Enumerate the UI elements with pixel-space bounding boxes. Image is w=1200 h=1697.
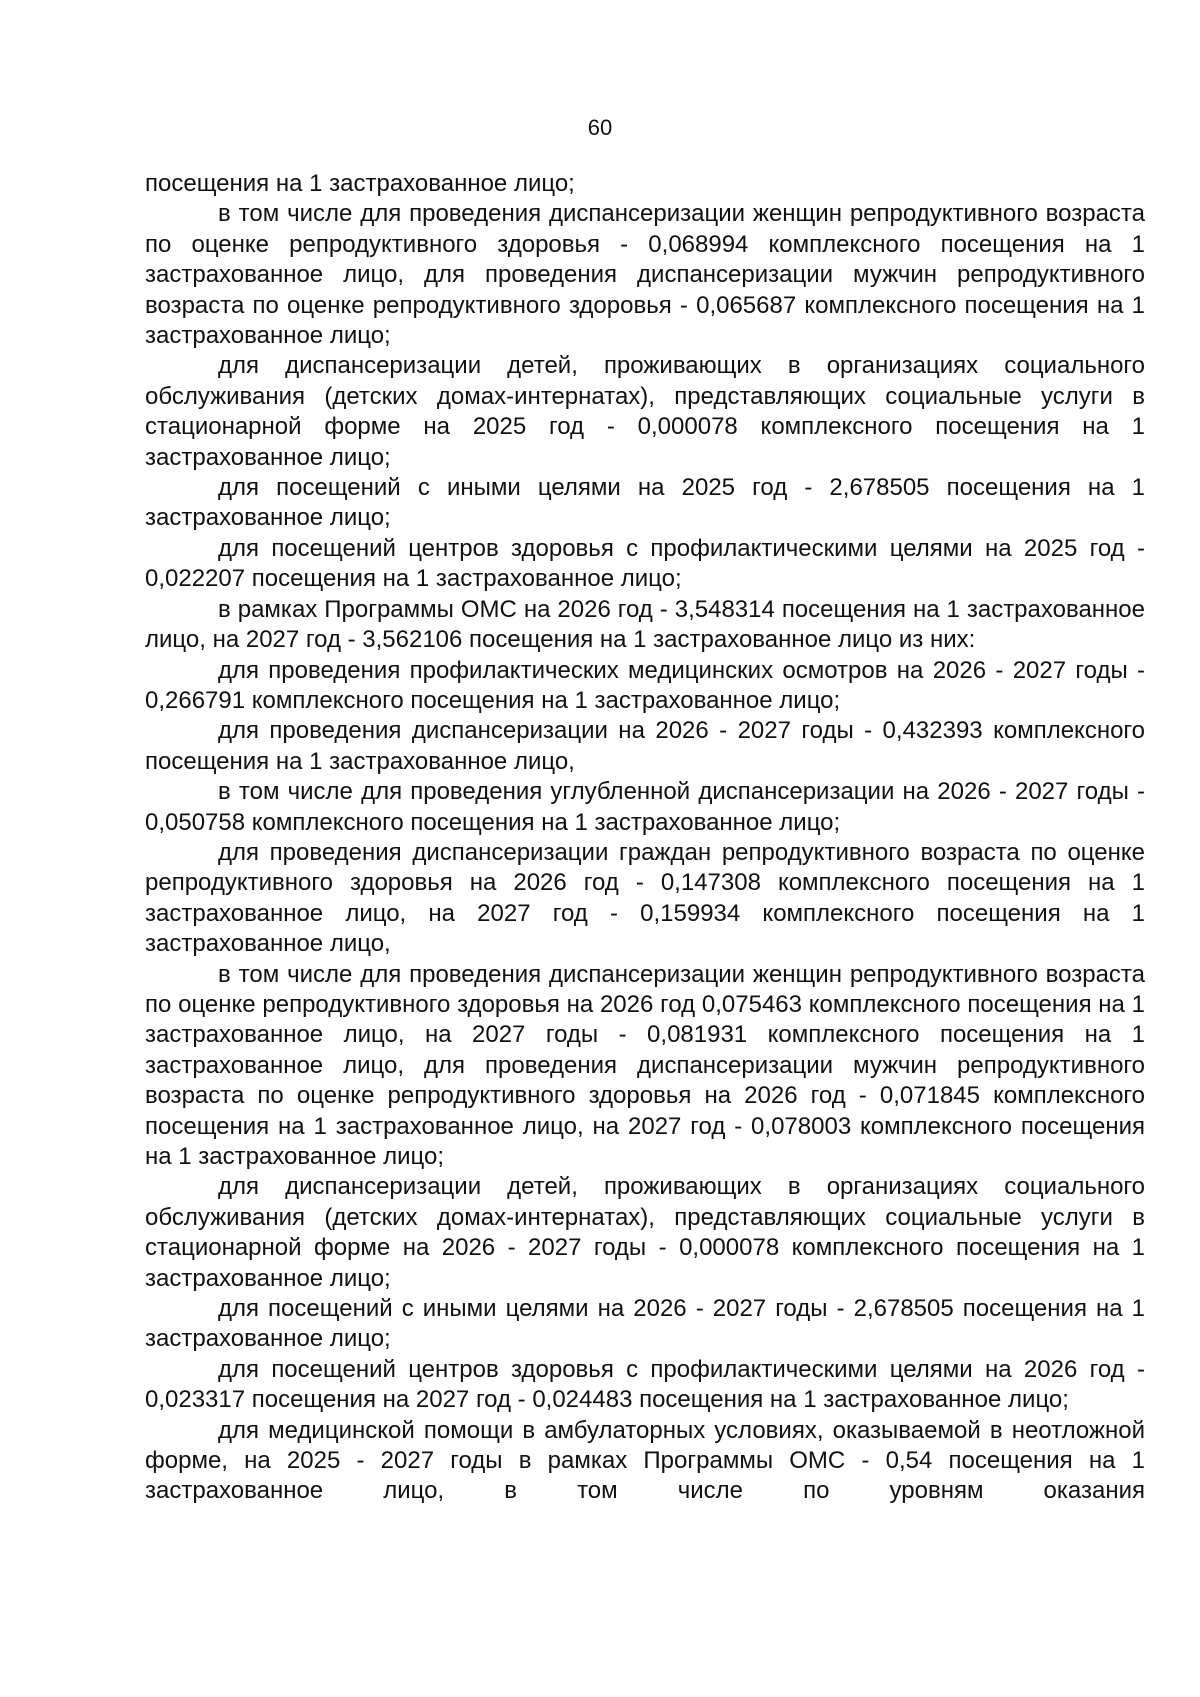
- paragraph-continuation: посещения на 1 застрахованное лицо;: [145, 170, 575, 197]
- paragraph-cut-off: для медицинской помощи в амбулаторных условиях, оказываемой в неотложной форме, на 2025 - 2027 годы в рамках Программы ОМС - 0,54 посещения на 1 застрахованное лицо, в том числе по уровням оказания: [145, 1416, 1145, 1505]
- paragraph: для диспансеризации детей, проживающих в организациях социального обслуживания (детских домах-интернатах), представляющих социальные услуги в стационарной форме на 2026 - 2027 годы - 0,000078 комплексного посещения на 1 застрахованное лицо;: [145, 1173, 1145, 1292]
- paragraph: для проведения диспансеризации на 2026 - 2027 годы - 0,432393 комплексного посещения на 1 застрахованное лицо,: [145, 717, 1145, 775]
- page-number: 60: [587, 115, 613, 140]
- paragraph: для посещений центров здоровья с профилактическими целями на 2025 год - 0,022207 посещения на 1 застрахованное лицо;: [145, 534, 1145, 593]
- paragraph: для проведения диспансеризации граждан репродуктивного возраста по оценке репродуктивного здоровья на 2026 год - 0,147308 комплексного посещения на 1 застрахованное лицо, на 2027 год - 0,159934 комплексного посещения на 1 застрахованное лицо,: [145, 838, 1145, 958]
- paragraph: для посещений с иными целями на 2025 год - 2,678505 посещения на 1 застрахованное лицо;: [145, 474, 1145, 532]
- paragraph: для посещений центров здоровья с профилактическими целями на 2026 год - 0,023317 посещения на 2027 год - 0,024483 посещения на 1 застрахованное лицо;: [145, 1355, 1145, 1414]
- paragraph: в том числе для проведения диспансеризации женщин репродуктивного возраста по оценке репродуктивного здоровья на 2026 год 0,075463 комплексного посещения на 1 застрахованное лицо, на 2027 годы - 0,081931 комплексного посещения на 1 застрахованное лицо, для проведения диспансеризации мужчин репродуктивного возраста по оценке репродуктивного здоровья на 2026 год - 0,071845 комплексного посещения на 1 застрахованное лицо, на 2027 год - 0,078003 комплексного посещения на 1 застрахованное лицо;: [145, 960, 1145, 1170]
- paragraph: для диспансеризации детей, проживающих в организациях социального обслуживания (детских домах-интернатах), представляющих социальные услуги в стационарной форме на 2025 год - 0,000078 комплексного посещения на 1 застрахованное лицо;: [145, 352, 1145, 471]
- document-body: [145, 169, 1145, 1507]
- paragraph: для посещений с иными целями на 2026 - 2027 годы - 2,678505 посещения на 1 застрахованное лицо;: [145, 1295, 1145, 1353]
- paragraph: для проведения профилактических медицинских осмотров на 2026 - 2027 годы - 0,266791 комплексного посещения на 1 застрахованное лицо;: [145, 656, 1145, 714]
- paragraph: в рамках Программы ОМС на 2026 год - 3,548314 посещения на 1 застрахованное лицо, на 2027 год - 3,562106 посещения на 1 застрахованное лицо из них:: [145, 595, 1145, 654]
- paragraph: в том числе для проведения углубленной диспансеризации на 2026 - 2027 годы - 0,050758 комплексного посещения на 1 застрахованное лицо;: [145, 778, 1145, 836]
- paragraph: в том числе для проведения диспансеризации женщин репродуктивного возраста по оценке репродуктивного здоровья - 0,068994 комплексного посещения на 1 застрахованное лицо, для проведения диспансеризации мужчин репродуктивного возраста по оценке репродуктивного здоровья - 0,065687 комплексного посещения на 1 застрахованное лицо;: [145, 200, 1145, 350]
